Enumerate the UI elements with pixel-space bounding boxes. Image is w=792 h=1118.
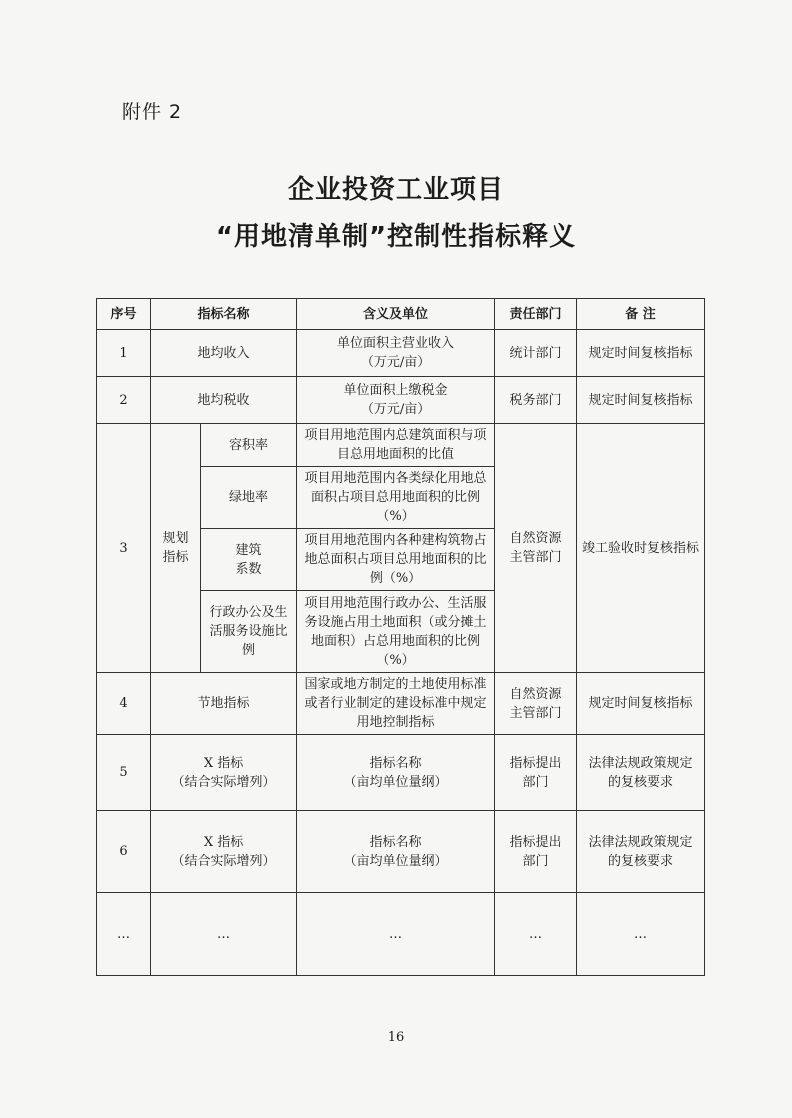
row-meaning: 单位面积主营业收入 （万元/亩） — [297, 330, 495, 377]
table-row — [97, 673, 705, 735]
row-no: … — [97, 893, 151, 976]
row-no: 3 — [97, 424, 151, 673]
row-note: 规定时间复核指标 — [577, 377, 705, 424]
row-meaning: 国家或地方制定的土地使用标准或者行业制定的建设标准中规定用地控制指标 — [297, 673, 495, 735]
row-no: 4 — [97, 673, 151, 735]
row-subname: 行政办公及生活服务设施比例 — [201, 591, 297, 673]
row-subname: 建筑 系数 — [201, 529, 297, 591]
row-subname: 绿地率 — [201, 467, 297, 529]
header-name: 指标名称 — [151, 299, 297, 330]
page-title-line-1: 企业投资工业项目 — [287, 175, 504, 205]
table-row — [97, 735, 705, 811]
table-row — [97, 893, 705, 976]
row-note: 规定时间复核指标 — [577, 673, 705, 735]
table-header-row — [97, 299, 705, 330]
row-meaning: … — [297, 893, 495, 976]
row-meaning: 单位面积上缴税金 （万元/亩） — [297, 377, 495, 424]
table-row — [97, 811, 705, 893]
row-name: X 指标 （结合实际增列） — [151, 735, 297, 811]
row-note: 竣工验收时复核指标 — [577, 424, 705, 673]
row-name: 地均税收 — [151, 377, 297, 424]
header-note: 备 注 — [577, 299, 705, 330]
page-number: 16 — [387, 1030, 405, 1045]
row-dept: 指标提出 部门 — [495, 735, 577, 811]
row-dept: 统计部门 — [495, 330, 577, 377]
row-dept: 税务部门 — [495, 377, 577, 424]
row-no: 6 — [97, 811, 151, 893]
row-group: 规划 指标 — [151, 424, 201, 673]
row-subname: 容积率 — [201, 424, 297, 467]
row-note: 法律法规政策规定 的复核要求 — [577, 735, 705, 811]
row-name: 地均收入 — [151, 330, 297, 377]
row-name: X 指标 （结合实际增列） — [151, 811, 297, 893]
table-row — [97, 424, 705, 467]
row-dept: 自然资源 主管部门 — [495, 673, 577, 735]
row-meaning: 指标名称 （亩均单位量纲） — [297, 735, 495, 811]
row-dept: … — [495, 893, 577, 976]
row-note: 法律法规政策规定 的复核要求 — [577, 811, 705, 893]
row-note: 规定时间复核指标 — [577, 330, 705, 377]
row-meaning: 项目用地范围行政办公、生活服务设施占用土地面积（或分摊土地面积）占总用地面积的比例（%） — [297, 591, 495, 673]
row-meaning: 项目用地范围内总建筑面积与项目总用地面积的比值 — [297, 424, 495, 467]
row-no: 2 — [97, 377, 151, 424]
table-row — [97, 377, 705, 424]
row-name: … — [151, 893, 297, 976]
row-no: 5 — [97, 735, 151, 811]
indicator-table — [96, 298, 705, 976]
row-meaning: 项目用地范围内各种建构筑物占地总面积占项目总用地面积的比例（%） — [297, 529, 495, 591]
row-dept: 自然资源 主管部门 — [495, 424, 577, 673]
row-meaning: 指标名称 （亩均单位量纲） — [297, 811, 495, 893]
row-dept: 指标提出 部门 — [495, 811, 577, 893]
attachment-label: 附件 2 — [122, 101, 183, 123]
header-dept: 责任部门 — [495, 299, 577, 330]
row-no: 1 — [97, 330, 151, 377]
table-row — [97, 330, 705, 377]
header-no: 序号 — [97, 299, 151, 330]
row-note: … — [577, 893, 705, 976]
header-meaning: 含义及单位 — [297, 299, 495, 330]
page-title-line-2: “用地清单制”控制性指标释义 — [215, 222, 577, 252]
row-meaning: 项目用地范围内各类绿化用地总面积占项目总用地面积的比例（%） — [297, 467, 495, 529]
row-name: 节地指标 — [151, 673, 297, 735]
